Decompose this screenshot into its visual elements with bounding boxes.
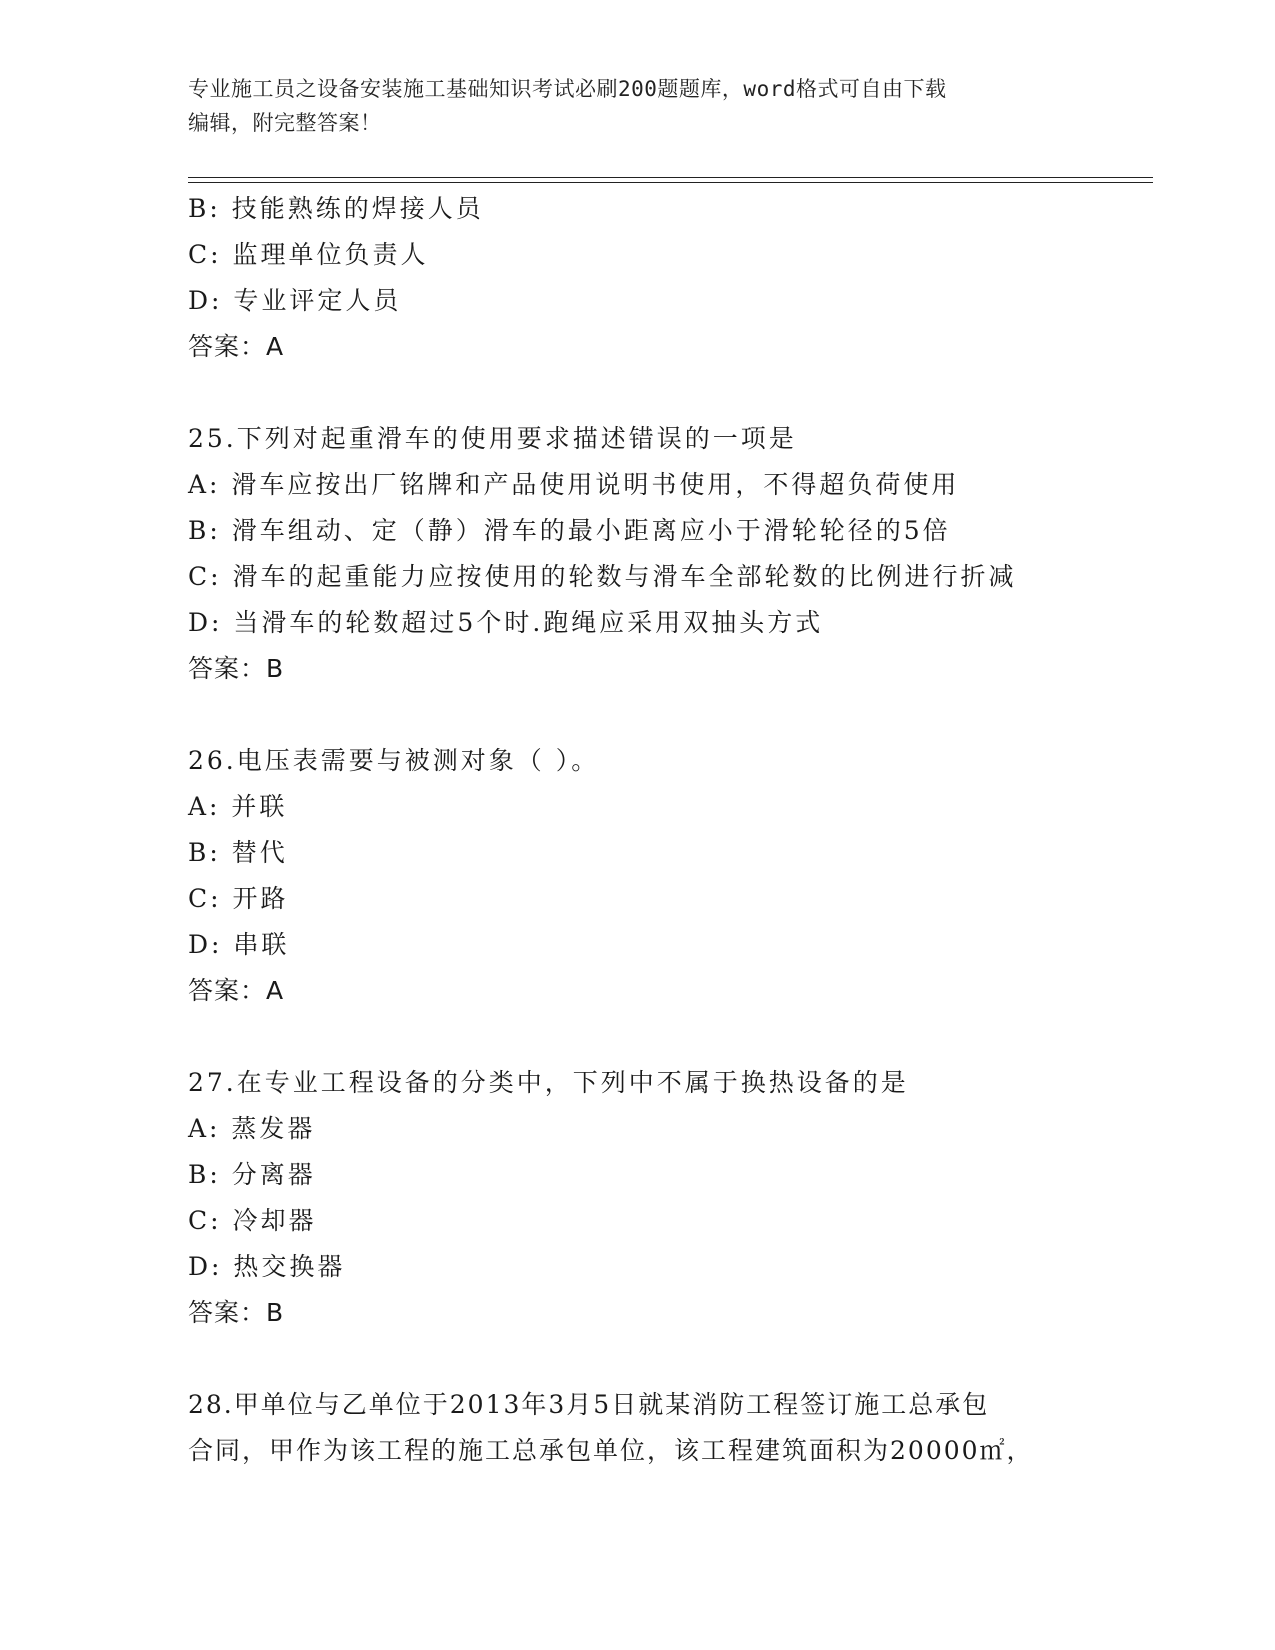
- option-b: B: 滑车组动、定（静）滑车的最小距离应小于滑轮轮径的5倍: [188, 516, 951, 545]
- option-a: A: 并联: [188, 792, 288, 821]
- option-c: C: 滑车的起重能力应按使用的轮数与滑车全部轮数的比例进行折减: [188, 562, 1017, 591]
- question-25: [188, 416, 1088, 692]
- option-d: D: 热交换器: [188, 1252, 346, 1281]
- header-divider-top: [188, 177, 1153, 178]
- spacer: [188, 1014, 1088, 1060]
- question-stem: 26.电压表需要与被测对象（ ）。: [188, 746, 600, 775]
- question-28: [188, 1382, 1088, 1474]
- option-c: C: 开路: [188, 884, 289, 913]
- question-27: [188, 1060, 1088, 1336]
- answer: 答案：A: [188, 976, 285, 1005]
- option-d: D: 专业评定人员: [188, 286, 402, 315]
- spacer: [188, 370, 1088, 416]
- answer: 答案：B: [188, 1298, 285, 1327]
- answer: 答案：B: [188, 654, 285, 683]
- option-a: A: 蒸发器: [188, 1114, 316, 1143]
- question-stem-line-2: 合同，甲作为该工程的施工总承包单位，该工程建筑面积为20000㎡，: [188, 1436, 1034, 1465]
- answer: 答案：A: [188, 332, 285, 361]
- question-24-continuation: [188, 186, 1088, 370]
- question-stem-line-1: 28.甲单位与乙单位于2013年3月5日就某消防工程签订施工总承包: [188, 1390, 990, 1419]
- header-title-line-1: 专业施工员之设备安装施工基础知识考试必刷200题题库，word格式可自由下载: [188, 77, 947, 101]
- option-c: C: 监理单位负责人: [188, 240, 429, 269]
- option-b: B: 替代: [188, 838, 288, 867]
- question-list: [188, 186, 1088, 1474]
- header-title-line-2: 编辑，附完整答案！: [188, 111, 382, 135]
- header-divider-bottom: [188, 182, 1153, 183]
- spacer: [188, 1336, 1088, 1382]
- option-b: B: 分离器: [188, 1160, 316, 1189]
- option-c: C: 冷却器: [188, 1206, 317, 1235]
- question-stem: 27.在专业工程设备的分类中，下列中不属于换热设备的是: [188, 1068, 909, 1097]
- option-d: D: 当滑车的轮数超过5个时.跑绳应采用双抽头方式: [188, 608, 824, 637]
- question-stem: 25.下列对起重滑车的使用要求描述错误的一项是: [188, 424, 797, 453]
- question-26: [188, 738, 1088, 1014]
- option-a: A: 滑车应按出厂铭牌和产品使用说明书使用，不得超负荷使用: [188, 470, 960, 499]
- document-header: [188, 72, 1088, 140]
- option-b: B: 技能熟练的焊接人员: [188, 194, 484, 223]
- spacer: [188, 692, 1088, 738]
- option-d: D: 串联: [188, 930, 290, 959]
